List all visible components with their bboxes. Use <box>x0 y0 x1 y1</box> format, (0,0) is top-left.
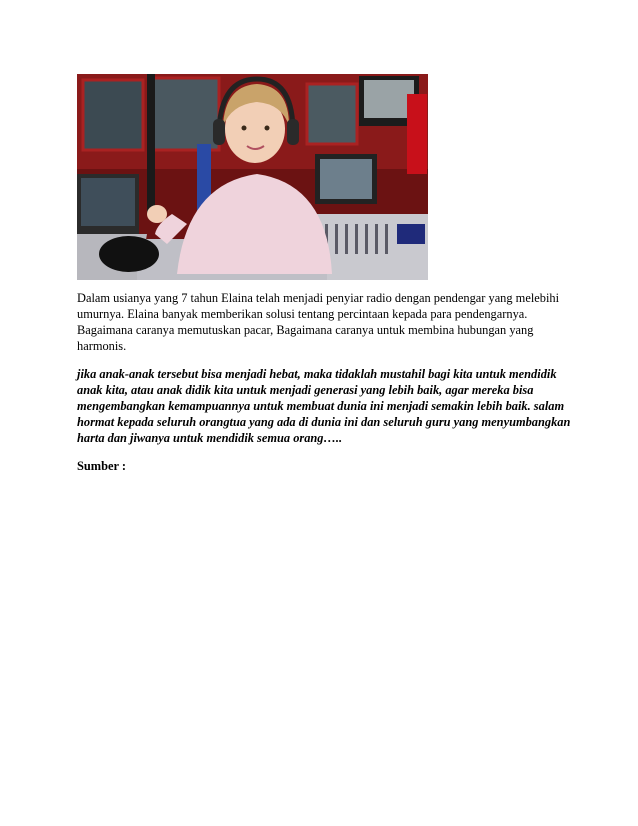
paragraph-elaina: Dalam usianya yang 7 tahun Elaina telah menjadi penyiar radio dengan pendengar yang melebihi umurnya. Elaina banyak memberikan solusi tentang percintaan kepada para pendengarnya. Bagaimana caranya memutuskan pacar, Bagaimana caranya untuk membina hubungan yang harmonis. <box>77 291 560 353</box>
paragraph-message: jika anak-anak tersebut bisa menjadi hebat, maka tidaklah mustahil bagi kita untuk mendidik anak kita, atau anak didik kita untuk menjadi generasi yang lebih baik, agar mereka bisa mengembangkan kemampuannya untuk membuat dunia ini menjadi semakin lebih baik. salam hormat kepada seluruh orangtua yang ada di dunia ini dan seluruh guru yang menyumbangkan harta dan jiwanya untuk mendidik semua orang….. <box>77 367 571 445</box>
radio-studio-photo <box>77 74 428 280</box>
source-label: Sumber : <box>77 459 126 473</box>
